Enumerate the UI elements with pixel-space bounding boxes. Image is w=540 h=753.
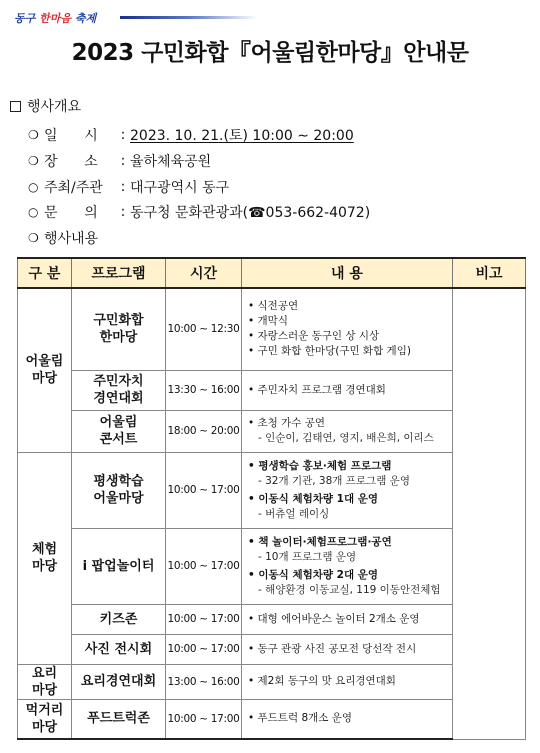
overview-row bbox=[28, 228, 116, 248]
bullet-icon: ❍ bbox=[28, 128, 39, 142]
content-item: • 초청 가수 공연 bbox=[248, 417, 326, 429]
content-subitem: - 32개 기관, 38개 프로그램 운영 bbox=[258, 474, 410, 487]
page-title: 2023 구민화합『어울림한마당』안내문 bbox=[71, 40, 469, 66]
content-item: • 대형 에어바운스 놀이터 2개소 운영 bbox=[248, 612, 420, 625]
content-cell bbox=[242, 664, 453, 699]
table-row bbox=[18, 410, 526, 452]
overview-label: 행사내용 bbox=[44, 231, 99, 247]
content-item: • 동구 관광 사진 공모전 당선작 전시 bbox=[248, 642, 417, 655]
table-row bbox=[18, 634, 526, 664]
overview-value: 율하체육공원 bbox=[130, 154, 212, 170]
category-cell: 체험 마당 bbox=[18, 452, 72, 664]
overview-label: 문 의 bbox=[44, 205, 98, 221]
program-cell: i 팝업놀이터 bbox=[72, 528, 166, 604]
overview-label: 일 시 bbox=[44, 128, 98, 144]
colon: : bbox=[120, 127, 126, 143]
section-heading-text: 행사개요 bbox=[27, 99, 82, 115]
program-table bbox=[17, 257, 526, 740]
content-cell bbox=[242, 634, 453, 664]
colon: : bbox=[120, 204, 126, 220]
header-time: 시간 bbox=[166, 258, 242, 288]
overview-label: 장 소 bbox=[44, 154, 98, 170]
time-cell: 10:00 ~ 17:00 bbox=[166, 634, 242, 664]
content-item: • 구민 화합 한마당(구민 화합 게임) bbox=[248, 345, 411, 358]
time-cell: 10:00 ~ 17:00 bbox=[166, 604, 242, 634]
brand-text-3: 축제 bbox=[70, 12, 97, 25]
program-cell: 요리경연대회 bbox=[72, 664, 166, 699]
table-row bbox=[18, 664, 526, 699]
bullet-icon: ○ bbox=[28, 180, 39, 194]
content-subitem: - 버츄얼 레이싱 bbox=[258, 507, 330, 520]
overview-row bbox=[28, 202, 370, 222]
content-cell bbox=[242, 699, 453, 739]
header-content: 내 용 bbox=[242, 258, 453, 288]
content-item: • 식전공연 bbox=[248, 300, 299, 313]
content-subitem: - 해양환경 이동교실, 119 이동안전체험 bbox=[258, 583, 441, 596]
header-note: 비고 bbox=[453, 258, 526, 288]
content-subitem: - 인순이, 김태연, 영지, 배은희, 이리스 bbox=[258, 432, 434, 444]
overview-row bbox=[28, 151, 211, 171]
brand-text-2: 한마음 bbox=[39, 12, 71, 25]
bullet-icon: ○ bbox=[28, 205, 39, 219]
program-cell: 주민자치 경연대회 bbox=[72, 370, 166, 410]
content-subitem: - 10개 프로그램 운영 bbox=[258, 550, 357, 563]
program-cell: 푸드트럭존 bbox=[72, 699, 166, 739]
brand-text-1: 동구 bbox=[14, 12, 40, 25]
overview-row bbox=[28, 125, 354, 145]
overview-value: 대구광역시 동구 bbox=[130, 180, 230, 196]
time-cell: 10:00 ~ 17:00 bbox=[166, 528, 242, 604]
content-item: • 이동식 체험차량 1대 운영 bbox=[248, 492, 379, 505]
time-cell: 10:00 ~ 17:00 bbox=[166, 452, 242, 528]
table-row bbox=[18, 288, 526, 370]
time-cell: 13:30 ~ 16:00 bbox=[166, 370, 242, 410]
program-cell: 어울림 콘서트 bbox=[72, 410, 166, 452]
table-row bbox=[18, 528, 526, 604]
header-category: 구 분 bbox=[18, 258, 72, 288]
category-cell: 어울림 마당 bbox=[18, 288, 72, 452]
time-cell: 18:00 ~ 20:00 bbox=[166, 410, 242, 452]
content-item: • 책 놀이터·체험프로그램·공연 bbox=[248, 535, 392, 548]
program-cell: 키즈존 bbox=[72, 604, 166, 634]
content-cell bbox=[242, 528, 453, 604]
content-item: • 개막식 bbox=[248, 315, 288, 328]
table-row bbox=[18, 604, 526, 634]
overview-row bbox=[28, 177, 229, 197]
content-cell bbox=[242, 452, 453, 528]
time-cell: 10:00 ~ 17:00 bbox=[166, 699, 242, 739]
content-item: • 자랑스러운 동구인 상 시상 bbox=[248, 330, 380, 343]
table-row bbox=[18, 452, 526, 528]
table-row bbox=[18, 699, 526, 739]
brand-tag bbox=[14, 10, 96, 26]
table-header-row bbox=[18, 258, 526, 288]
colon: : bbox=[120, 153, 126, 169]
time-cell: 10:00 ~ 12:30 bbox=[166, 288, 242, 370]
program-cell: 평생학습 어울마당 bbox=[72, 452, 166, 528]
program-cell: 사진 전시회 bbox=[72, 634, 166, 664]
header-program: 프로그램 bbox=[72, 258, 166, 288]
category-cell: 먹거리 마당 bbox=[18, 699, 72, 739]
content-item: • 주민자치 프로그램 경연대회 bbox=[248, 383, 386, 396]
overview-value: 동구청 문화관광과(☎053-662-4072) bbox=[130, 205, 371, 221]
colon: : bbox=[120, 179, 126, 195]
checkbox-square-icon bbox=[10, 101, 21, 112]
overview-value: 2023. 10. 21.(토) 10:00 ∼ 20:00 bbox=[130, 128, 354, 144]
program-cell: 구민화합 한마당 bbox=[72, 288, 166, 370]
overview-label: 주최/주관 bbox=[44, 180, 103, 196]
brand-underline bbox=[120, 16, 258, 19]
note-cell bbox=[453, 288, 526, 739]
category-cell: 요리 마당 bbox=[18, 664, 72, 699]
content-item: • 평생학습 홍보·체험 프로그램 bbox=[248, 459, 392, 472]
content-cell bbox=[242, 604, 453, 634]
content-item: • 푸드트럭 8개소 운영 bbox=[248, 712, 353, 725]
content-item: • 이동식 체험차량 2대 운영 bbox=[248, 568, 379, 581]
table-row bbox=[18, 370, 526, 410]
time-cell: 13:00 ~ 16:00 bbox=[166, 664, 242, 699]
section-heading bbox=[10, 96, 81, 116]
content-cell bbox=[242, 370, 453, 410]
content-item: • 제2회 동구의 맛 요리경연대회 bbox=[248, 675, 396, 687]
content-cell bbox=[242, 410, 453, 452]
bullet-icon: ❍ bbox=[28, 231, 39, 245]
bullet-icon: ❍ bbox=[28, 154, 39, 168]
content-cell bbox=[242, 288, 453, 370]
